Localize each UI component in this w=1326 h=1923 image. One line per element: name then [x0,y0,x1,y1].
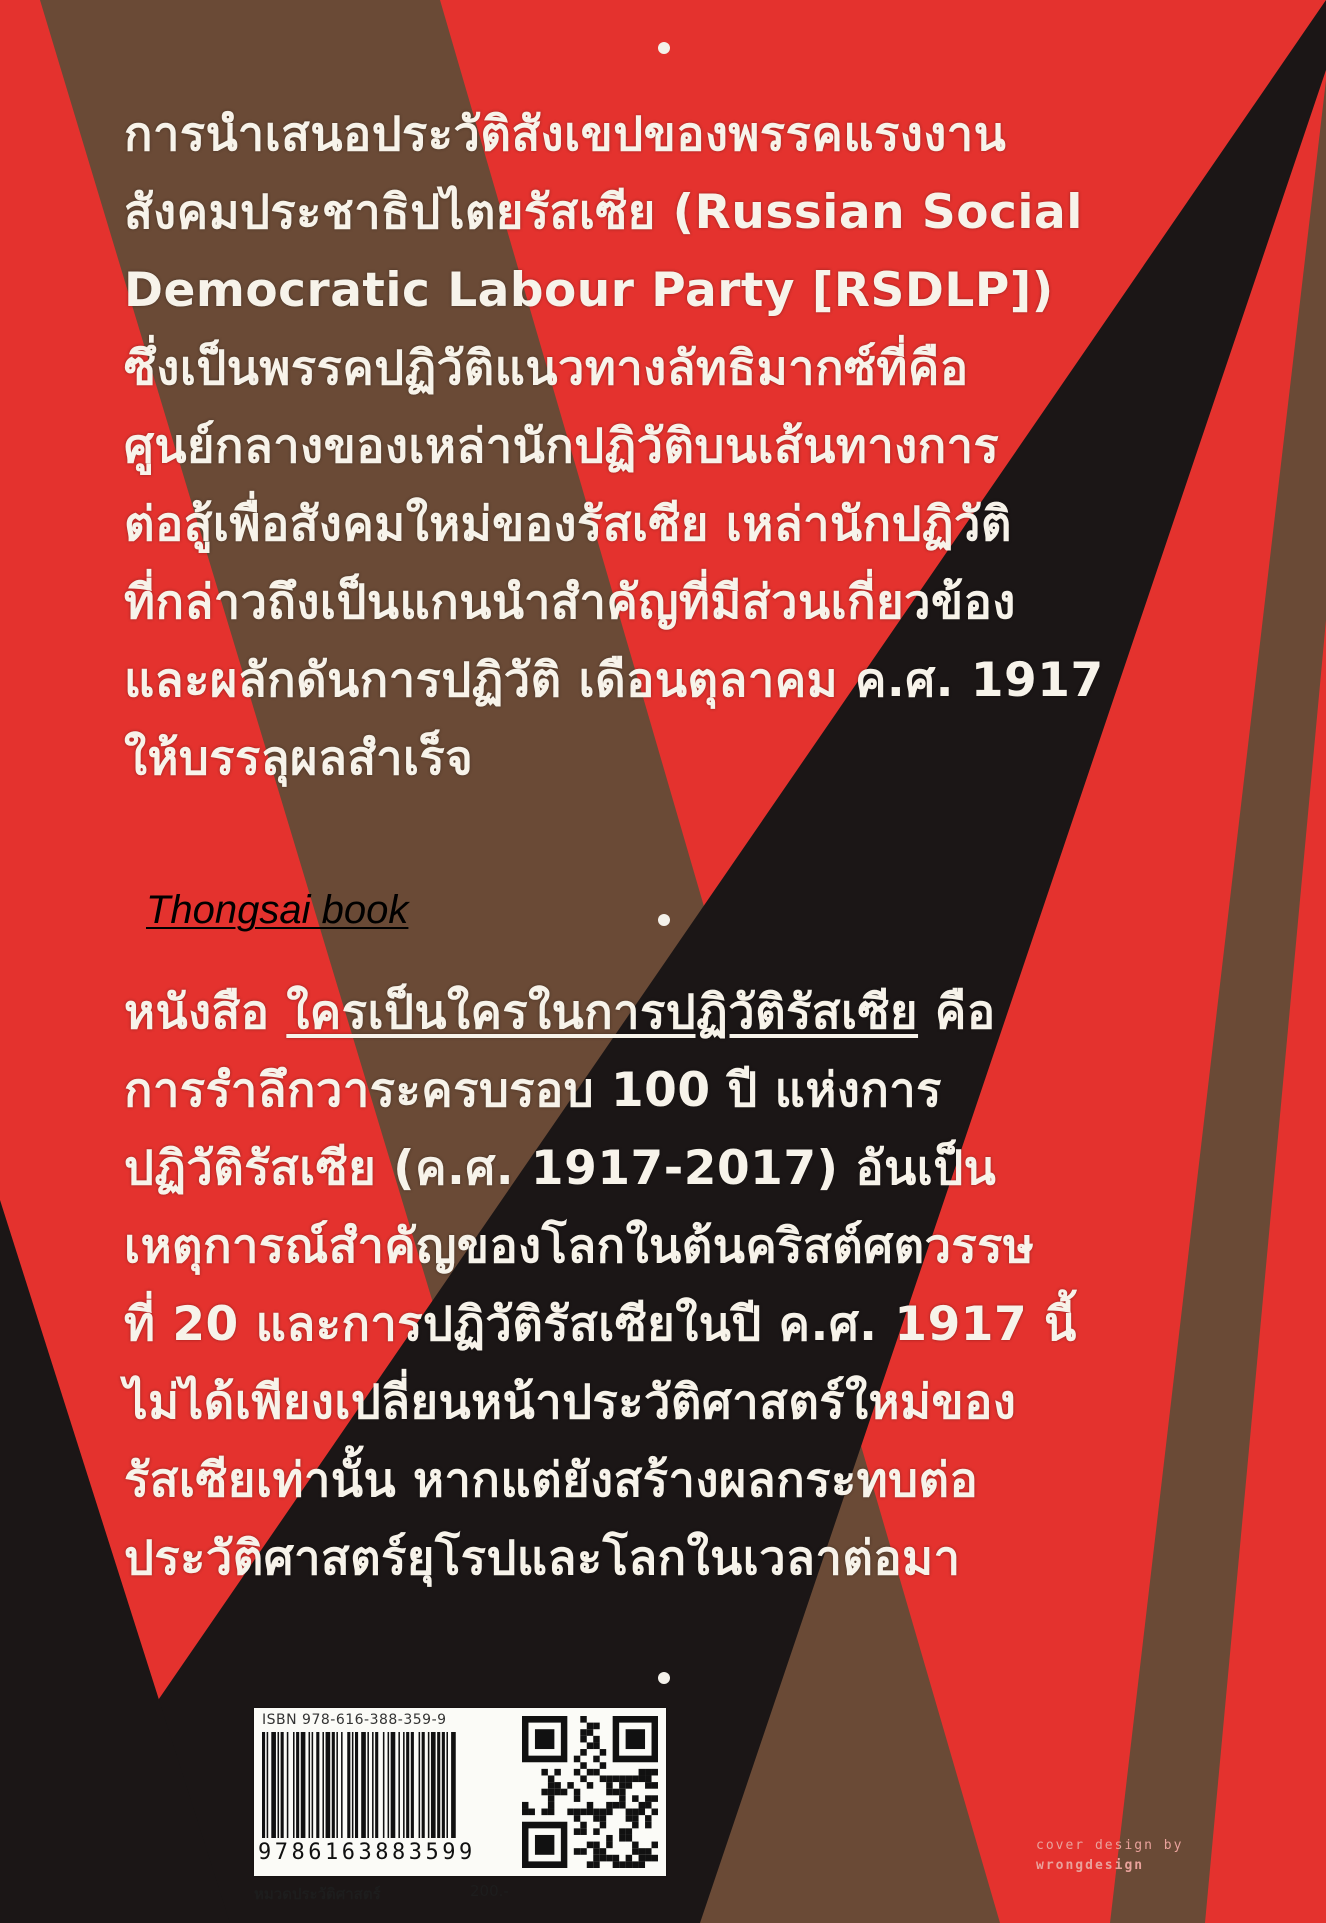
intro-line-5: ศูนย์กลางของเหล่านักปฏิวัติบนเส้นทางการ [124,419,1000,474]
qr-module [580,1828,586,1835]
barcode-bar [281,1732,284,1838]
qr-module [639,1855,645,1862]
qr-module [548,1775,554,1782]
qr-module [548,1802,554,1809]
qr-module [606,1775,612,1782]
qr-module [554,1789,560,1796]
qr-module [587,1861,593,1868]
barcode-bar [287,1732,289,1838]
intro-line-1: การนำเสนอประวัติสังเขปของพรรคแรงงาน [124,107,1007,162]
qr-module [600,1822,606,1829]
barcode-bar [383,1732,385,1838]
barcode-bar [355,1732,358,1838]
barcode-bar [428,1732,430,1838]
qr-module [652,1809,658,1816]
qr-module [574,1756,580,1763]
qr-module [600,1809,606,1816]
isbn-label: ISBN 978-616-388-359-9 [262,1712,447,1728]
barcode-bar [352,1732,354,1838]
qr-module [626,1815,632,1822]
qr-module [541,1769,547,1776]
qr-module [619,1802,625,1809]
qr-module [587,1723,593,1730]
qr-module [606,1789,612,1796]
description-line-4: เหตุการณ์สำคัญของโลกในต้นคริสต์ศตวรรษ [124,1219,1035,1274]
qr-module [548,1789,554,1796]
qr-module [613,1802,619,1809]
qr-module [606,1855,612,1862]
qr-module [645,1822,651,1829]
intro-line-7: ที่กล่าวถึงเป็นแกนนำสำคัญที่มีส่วนเกี่ยวข้อง [124,575,1016,630]
qr-module [639,1802,645,1809]
qr-module [574,1789,580,1796]
barcode-bar [332,1732,335,1838]
qr-module [606,1782,612,1789]
qr-module [587,1782,593,1789]
qr-module [639,1861,645,1868]
qr-module [645,1815,651,1822]
barcode-bar [262,1732,265,1838]
description-line-8: ประวัติศาสตร์ยุโรปและโลกในเวลาต่อมา [124,1531,961,1586]
qr-module [554,1782,560,1789]
qr-finder-core [535,1729,554,1749]
qr-module [548,1809,554,1816]
intro-line-8: และผลักดันการปฏิวัติ เดือนตุลาคม ค.ศ. 1917 [124,653,1104,708]
barcode-bar [451,1732,456,1838]
qr-module [593,1769,599,1776]
qr-module [632,1809,638,1816]
qr-module [619,1835,625,1842]
qr-module [593,1848,599,1855]
qr-finder-core [535,1835,554,1855]
qr-finder-core [626,1729,645,1749]
qr-module [587,1729,593,1736]
intro-line-3: Democratic Labour Party [RSDLP]) [124,263,1054,318]
qr-module [652,1842,658,1849]
qr-module [645,1782,651,1789]
intro-line-2: สังคมประชาธิปไตยรัสเซีย (Russian Social [124,185,1083,240]
qr-module [593,1742,599,1749]
barcode-bar [341,1732,343,1838]
qr-module [619,1828,625,1835]
separator-dot-bottom [658,1672,670,1684]
barcode-bar [398,1732,400,1838]
qr-module [593,1815,599,1822]
qr-module [580,1729,586,1736]
barcode-bar [431,1732,436,1838]
qr-module [587,1842,593,1849]
barcode-bar [309,1732,311,1838]
barcode-bar [442,1732,445,1838]
qr-module [593,1842,599,1849]
ean-digits: 9786163883599 [258,1840,476,1865]
separator-dot-middle [658,914,670,926]
qr-module [632,1775,638,1782]
qr-module [606,1835,612,1842]
qr-module [652,1855,658,1862]
barcode-bar [271,1732,276,1838]
barcode-bar [293,1732,295,1838]
qr-module [580,1716,586,1723]
barcode-bar [326,1732,331,1838]
barcode-bar [372,1732,374,1838]
barcode-panel [254,1708,666,1876]
qr-module [645,1775,651,1782]
qr-module [593,1723,599,1730]
barcode-bar [437,1732,440,1838]
description-lead-tail: คือ [918,985,996,1040]
description-line-6: ไม่ได้เพียงเปลี่ยนหน้าประวัติศาสตร์ใหม่ของ [124,1375,1017,1430]
qr-module [574,1769,580,1776]
qr-module [574,1809,580,1816]
qr-module [593,1861,599,1868]
qr-module [567,1809,573,1816]
barcode-bar [391,1732,396,1838]
intro-paragraph [124,96,1104,798]
qr-module [574,1828,580,1835]
qr-module [613,1861,619,1868]
price-label: 200.- [470,1882,509,1900]
qr-module [587,1742,593,1749]
barcode-bar [388,1732,390,1838]
qr-module [554,1769,560,1776]
qr-module [606,1802,612,1809]
qr-module [639,1769,645,1776]
qr-module [632,1861,638,1868]
barcode-bar [422,1732,425,1838]
qr-module [613,1789,619,1796]
qr-module [587,1769,593,1776]
barcode-bar [375,1732,378,1838]
category-label: หมวดประวัติศาสตร์ [254,1885,381,1903]
qr-module [580,1736,586,1743]
qr-module [593,1855,599,1862]
description-lead: หนังสือ [124,985,287,1040]
qr-module [541,1809,547,1816]
barcode-bar [367,1732,369,1838]
qr-module [619,1775,625,1782]
barcode-bar [336,1732,338,1838]
qr-module [626,1835,632,1842]
description-line-2: การรำลึกวาระครบรอบ 100 ปี แห่งการ [124,1063,942,1118]
description-lead-line [124,974,1077,1052]
qr-module [606,1809,612,1816]
qr-module [541,1789,547,1796]
qr-module [593,1736,599,1743]
qr-module [580,1809,586,1816]
qr-module [639,1809,645,1816]
barcode-bar [312,1732,314,1838]
barcode-bar [347,1732,350,1838]
qr-module [600,1775,606,1782]
qr-module [652,1795,658,1802]
qr-module [613,1775,619,1782]
barcode-bar [296,1732,299,1838]
barcode-bar [301,1732,306,1838]
barcode-bar [316,1732,319,1838]
qr-module [645,1769,651,1776]
qr-module [593,1756,599,1763]
barcode-bar [278,1732,280,1838]
qr-module [528,1809,534,1816]
qr-module [626,1809,632,1816]
qr-module [561,1789,567,1796]
qr-module [632,1795,638,1802]
qr-module [619,1789,625,1796]
qr-module [652,1769,658,1776]
qr-module [619,1861,625,1868]
barcode-bar [403,1732,405,1838]
qr-module [548,1795,554,1802]
qr-module [626,1861,632,1868]
barcode-bar [419,1732,421,1838]
qr-module [645,1855,651,1862]
qr-module [645,1802,651,1809]
qr-module [580,1848,586,1855]
qr-module [639,1775,645,1782]
thongsai-book-watermark: Thongsai book [146,888,409,932]
qr-module [587,1802,593,1809]
credit-line-1: cover design by [1036,1838,1184,1853]
separator-dot-top [658,42,670,54]
qr-module [600,1815,606,1822]
qr-module [574,1848,580,1855]
qr-code [522,1716,658,1868]
qr-module [600,1848,606,1855]
intro-line-4: ซึ่งเป็นพรรคปฏิวัติแนวทางลัทธิมากซ์ที่คือ [124,341,969,396]
qr-module [522,1809,528,1816]
qr-module [645,1795,651,1802]
barcode-bar [267,1732,269,1838]
qr-module [626,1855,632,1862]
qr-module [613,1855,619,1862]
credit-designer: wrongdesign [1036,1858,1145,1873]
qr-module [574,1795,580,1802]
intro-line-9: ให้บรรลุผลสำเร็จ [124,731,474,786]
qr-module [548,1782,554,1789]
ean-barcode [262,1732,512,1838]
qr-module [619,1795,625,1802]
qr-module [600,1749,606,1756]
qr-module [632,1822,638,1829]
qr-module [580,1822,586,1829]
qr-module [606,1842,612,1849]
description-line-5: ที่ 20 และการปฏิวัติรัสเซียในปี ค.ศ. 1917 นี้ [124,1297,1077,1352]
qr-module [580,1775,586,1782]
qr-module [574,1815,580,1822]
book-description-paragraph [124,974,1077,1598]
barcode-bar [406,1732,409,1838]
qr-module [652,1782,658,1789]
barcode-bar [322,1732,324,1838]
qr-module [600,1855,606,1862]
qr-module [626,1782,632,1789]
barcode-bar [411,1732,414,1838]
qr-module [632,1842,638,1849]
qr-module [626,1828,632,1835]
qr-module [587,1809,593,1816]
cover-design-credit [1036,1836,1186,1876]
qr-module [593,1828,599,1835]
qr-module [619,1782,625,1789]
description-line-7: รัสเซียเท่านั้น หากแต่ยังสร้างผลกระทบต่อ [124,1453,979,1508]
book-title: ใครเป็นใครในการปฏิวัติรัสเซีย [286,985,919,1040]
qr-module [580,1749,586,1756]
description-line-3: ปฏิวัติรัสเซีย (ค.ศ. 1917-2017) อันเป็น [124,1141,997,1196]
qr-module [632,1815,638,1822]
barcode-bar [446,1732,448,1838]
qr-module [626,1775,632,1782]
qr-module [639,1848,645,1855]
qr-module [567,1782,573,1789]
qr-module [600,1762,606,1769]
intro-line-6: ต่อสู้เพื่อสังคมใหม่ของรัสเซีย เหล่านักปฏิวัติ [124,497,1012,552]
barcode-bar [361,1732,366,1838]
qr-module [522,1802,528,1809]
qr-module [580,1762,586,1769]
qr-module [645,1848,651,1855]
qr-module [593,1809,599,1816]
qr-module [632,1848,638,1855]
